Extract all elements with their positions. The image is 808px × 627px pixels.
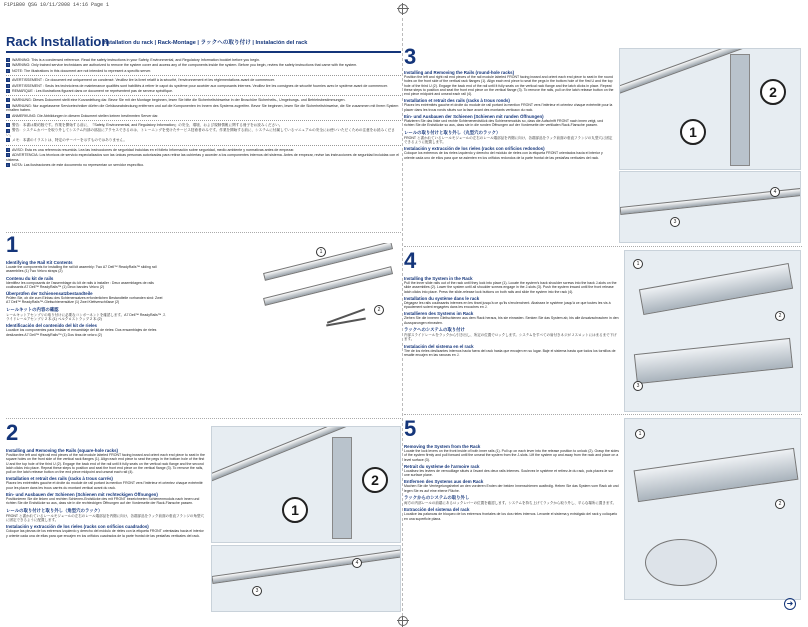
note-icon: i xyxy=(7,68,9,73)
note-line: i メモ：本書のイラストは、特定のサーバーを示すものではありません。 xyxy=(7,138,127,143)
warning-icon: ! xyxy=(7,147,9,152)
arrow-right-icon[interactable]: ➜ xyxy=(784,598,796,610)
round-hole-rail-photo xyxy=(619,48,801,170)
round-hole-release-photo xyxy=(619,171,801,243)
note-line: i ANMERKUNG: Die Abbildungen in diesem Dokument stellen keinen bestimmten Server dar. xyxy=(7,113,159,118)
warning-icon: ! xyxy=(7,128,9,133)
page-header xyxy=(6,30,401,52)
callout: 3 xyxy=(252,586,262,596)
page-subtitle: Installation du rack | Rack-Montage | ラックへの取り付け | Instalación del rack xyxy=(102,40,308,46)
warning-line: ! 警告：本書は要約版です。作業を開始する前に、『Safety, Environmental, and Regulatory Information』の安全、環境、および規制情報に関する冊子をお読みください。 xyxy=(7,123,283,128)
warning-line: ! WARNUNG: Nur zugelassene Servicetechniker dürfen die Gehäuseabdeckung entfernen und auf die Komponenten im Innern des Systems zugreifen. Bevor Sie beginnen, lesen Sie die Sicherheitshinweise, die Sie zusammen mit Ihrem System erhalten haben. xyxy=(6,103,399,113)
note-line: i NOTE: The illustrations in this document are not intended to represent a specific server. xyxy=(7,68,152,73)
print-slug: F1P1B00 QSG 10/11/2008 14:16 Page 1 xyxy=(4,2,110,8)
registration-mark xyxy=(398,616,408,626)
warning-icon: ! xyxy=(7,83,9,88)
page-fold xyxy=(402,18,403,616)
warning-icon: ! xyxy=(7,58,9,63)
square-hole-release-photo xyxy=(211,545,401,612)
warning-line: ! WARNING: This is a condensed reference. Read the safety instructions in your Safety, Environmental, and Regulatory Information booklet before you begin. xyxy=(7,58,261,63)
page-title: Rack Installation xyxy=(6,34,110,49)
callout: 2 xyxy=(374,305,384,315)
step-3-text: Installing and Removing the Rails (round-hole racks) Position the left and right rail end pieces of the rail module labeled FRONT facing inward and orient each end piece to seat in the round holes on the front side of the vertical rack flanges (1). Align each end piece to seat the pegs in the bottom hole of the first U and the top hole of the third U (2). Engage the back end of the rail until it fully seats on the vertical rack flange and the latch clicks in place. Repeat these steps to position and seat the front end piece on the vertical flange (3). To remove the rails, pull on the latch release button on the end piece midpoint and unseat each rail (4). Installation et retrait des rails (racks à trous ronds) Placez les extrémités gauche et droite du module de rail portant la mention FRONT vers l'intérieur et orientez chaque extrémité pour la placer dans les trous ronds situés sur la face avant des montants verticaux du rack. Ein- und Ausbauen der Schienen (Schienen mit runden Öffnungen) Platzieren Sie das linke und rechte Schienenendstück des Schienenmoduls so, dass die Aufschrift FRONT nach innen zeigt, und richten Sie die Endstücke so aus, dass sie in die runden Öffnungen auf der Vorderseite der vertikalen Rack-Flansche passen. レールの取り付けと取り外し（丸型穴のラック） FRONT と書かれているレールモジュールの左右のレール端部品を内側に向け、各端部品をラック前面の垂直フランジの丸型穴に固定できるように配置します。 Instalación y extracción de los rieles (racks con orificios redondos) Coloque los extremos de los rieles izquierdo y derecho del módulo de rieles con la etiqueta FRONT orientados hacia el interior y oriente cada uno de ellos para que se asienten en los orificios redondos de la parte frontal de las pestañas verticales del rack. xyxy=(404,70,614,160)
note-line: i NOTA: Las ilustraciones de este documento no representan un servidor específico. xyxy=(7,162,145,167)
warning-line: ! 警告：システムカバーを取り外してシステム内部の部品にアクセスできるのは、トレーニングを受けたサービス技術者のみです。作業を開始する前に、システムに付属しているマニュアルの安全にお使いいただくための注意をお読みください。 xyxy=(6,128,395,137)
rail-kit-illustration xyxy=(256,243,396,338)
warning-icon: ! xyxy=(7,63,9,68)
step-number: 1 xyxy=(6,232,19,257)
callout: 1 xyxy=(680,119,706,145)
warning-icon: ! xyxy=(7,103,9,108)
step-5-text: Removing the System from the Rack Locate the lock levers on the front inside of both inner rails (1). Pull up on each lever into the release position to unlock (2). Grasp the sides of the system firmly and pull forward until the unseat the system from the J-slots. Lift the system up and away from the rack and place on a level surface (3). Retrait du système de l'armoire rack Localisez les leviers de verrouillage situés à l'avant des deux rails internes. Soulevez le système et retirez-le du rack, puis placez-le sur une surface plane. Entfernen des Systems aus dem Rack Machen Sie die Verriegelungshebel an den vorderen Enden der beiden Innenschienen ausfindig. Heben Sie das System vom Rack ab und legen Sie es auf eine ebene Fläche. ラックからのシステムの取り外し 両方の内部レールの前端にあるロックレバーの位置を確認します。システムを持ち上げてラックから取り外し、平らな場所に置きます。 Extracción del sistema del rack Localice las palancas de bloqueo de los extremos frontales de los dos rieles internos. Levante el sistema y extráigalo del rack y colóquelo en una superficie plana. xyxy=(404,444,619,521)
step-2-text: Installing and Removing the Rails (square-hole racks) Position the left and right rail end pieces of the rail module labeled FRONT facing inward and orient each end piece to seat in the square holes on the front side of the vertical rack flanges (1). Align each end piece to seat the pegs in the bottom hole of the first U and the top hole of the third U (2). Engage the back end of the rail until it fully seats on the vertical rack flange and the second latch clicks into place. Repeat these steps to position and seat the front end piece on the vertical flange (3). To remove the rails, pull on the latch release button on the end piece midpoint and unseat each rail (4). Installation et retrait des rails (racks à trous carrés) Placez les extrémités gauche et droite du module de rail portant la mention FRONT vers l'intérieur et orientez chaque extrémité pour les placer dans les trous carrés du montant vertical avant du rack. Ein- und Ausbauen der Schienen (Schienen mit rechteckigen Öffnungen) Positionieren Sie die linken und rechten Schienen-Endstücke des mit FRONT bezeichneten Schienenmoduls nach innen und richten Sie die Endstücke so aus, dass sie in die rechteckigen Öffnungen auf der Vorderseite der Rack-Flansche passen. レールの取り付けと取り外し（角型穴のラック） FRONT と書かれているレールモジュールの左右のレール端部品を内側に向け、各端部品をラック前面の垂直フランジの角型穴に固定できるように配置します。 Instalación y extracción de los rieles (racks con orificios cuadrados) Coloque las piezas de los extremos izquierdo y derecho del módulo de rieles con la etiqueta FRONT orientadas hacia el interior y oriente cada una de ellas para que encajen en los orificios cuadrados de la parte frontal de las pestañas verticales del rack. xyxy=(6,448,205,538)
callout: 3 xyxy=(633,381,643,391)
callout: 2 xyxy=(362,467,388,493)
callout: 1 xyxy=(635,429,645,439)
header-rule xyxy=(6,51,401,53)
warning-line: ! WARNING: Only trained service technicians are authorized to remove the system cover and access any of the components inside the system. Before you begin, review the safety instructions that came with the system. xyxy=(7,63,358,68)
warning-line: ! WARNUNG: Dieses Dokument stellt eine Kurzanleitung dar. Bevor Sie mit der Montage beginnen, lesen Sie bitte die Sicherheitshinweise in der Broschüre Sicherheits-, Umgebungs- und Betriebsbestimmungen. xyxy=(7,98,346,103)
callout: 2 xyxy=(760,79,786,105)
step-4-text: Installing the System in the Rack Pull the inner slide rails out of the rack until they lock into place (1). Locate the system's back shoulder screws into the back J-slots on the slide assemblies (2). Lower the system until all shoulder screws engage in the J-slots (3). Push the system inward until the front release latch clicks into place. Press the slide-release lock buttons on both rails and slide the system into the rack (4). Installation du système dans le rack Dégagez les rails coulissants internes en les tirant jusqu'à ce qu'ils s'enclenchent. Abaissez le système jusqu'à ce que toutes les vis à épaulement soient engagées dans les encoches en J. Installieren des Systems im Rack Ziehen Sie die inneren Gleitschienen aus dem Rack heraus, bis sie einrasten. Senken Sie das System ab, bis alle Ansatzschrauben in den Aussparungen einrasten. ラックへのシステムの取り付け 内部スライドレールをラックから引き出し、所定の位置でロックします。システムをすべての肩付きネジが J スロットにはまるまで下げます。 Instalación del sistema en el rack Tire de los rieles deslizantes internos hacia fuera del rack hasta que encajen en su lugar. Baje el sistema hasta que todos los tornillos de resalte encajen en las ranuras en J. xyxy=(404,276,619,357)
callout: 2 xyxy=(775,311,785,321)
system-install-photo xyxy=(624,250,801,412)
step-number: 4 xyxy=(404,248,417,273)
warnings-section xyxy=(6,58,401,233)
system-removal-photo xyxy=(624,418,801,600)
callout: 4 xyxy=(770,187,780,197)
note-line: i REMARQUE : Les illustrations figurant dans ce document ne représentent pas de serveur spécifique. xyxy=(7,89,174,94)
note-icon: i xyxy=(7,138,9,143)
warning-line: ! AVISO: Esta es una referencia resumida. Lea las instrucciones de seguridad incluidas en el folleto Información sobre seguridad, medio ambiente y normativas antes de empezar. xyxy=(7,147,295,152)
warning-icon: ! xyxy=(7,153,9,158)
note-icon: i xyxy=(7,89,9,94)
callout: 4 xyxy=(352,558,362,568)
callout: 1 xyxy=(316,247,326,257)
warning-icon: ! xyxy=(7,98,9,103)
square-hole-rail-photo xyxy=(211,426,401,543)
step-number: 2 xyxy=(6,420,19,445)
left-page xyxy=(6,18,401,616)
warning-line: ! AVERTISSEMENT : Ce document est uniquement un condensé. Veuillez lire la livret relatif à la sécurité, l'environnement et les réglementations avant de commencer. xyxy=(7,78,275,83)
note-icon: i xyxy=(7,162,9,167)
warning-line: ! AVERTISSEMENT : Seuls les techniciens de maintenance qualifiés sont habilités à retirer le capot du système pour accéder aux composants internes. Veuillez lire les consignes de sécurité fournies avec le système avant de commencer. xyxy=(7,83,388,88)
right-page xyxy=(404,18,802,616)
warning-icon: ! xyxy=(7,123,9,128)
callout: 3 xyxy=(670,217,680,227)
step-number: 3 xyxy=(404,44,417,69)
step-number: 5 xyxy=(404,416,417,441)
warning-icon: ! xyxy=(7,78,9,83)
callout: 2 xyxy=(775,499,785,509)
registration-mark xyxy=(398,4,408,14)
callout: 1 xyxy=(282,497,308,523)
step-1-text: Identifying the Rail Kit Contents Locate the components for installing the rail kit assembly: Two A7 Dell™ ReadyRails™ sliding rail assemblies (1) Two Velcro straps (2) Contenu du kit de rails Identifiez les composants de l'assemblage du kit de rails à installer : Deux assemblages de rails coulissants A7 Dell™ ReadyRails™ (1) Deux bandes Velcro (2) Überprüfen der Schienensatzbestandteile Prüfen Sie, ob die zum Einbau des Schienensatzes erforderlichen Bestandteile vorhanden sind: Zwei A7 Dell™ ReadyRails™-Gleitschienensätze (1) Zwei Klettverschlüsse (2) レールキットの内容の確認 レールキットアセンブリの取り付けに必要なコンポーネントを確認します。A7 Dell™ ReadyRails™ スライドレールアセンブリ 2 本 (1) ベルクロストラップ 2 本 (2) Identificación del contenido del kit de rieles Localice los componentes para instalar el ensamblaje del kit de rieles: Dos ensamblajes de rieles deslizantes A7 Dell™ ReadyRails™ (1) Dos tiras de velcro (2) xyxy=(6,260,166,337)
callout: 1 xyxy=(633,259,643,269)
note-icon: i xyxy=(7,113,9,118)
warning-line: ! ADVERTENCIA: Los técnicos de servicio especializados son las únicas personas autorizadas para retirar las cubiertas y acceder a los componentes internos del sistema. Antes de empezar, revise las instrucciones de seguridad incluidas con el sistema. xyxy=(6,153,400,162)
